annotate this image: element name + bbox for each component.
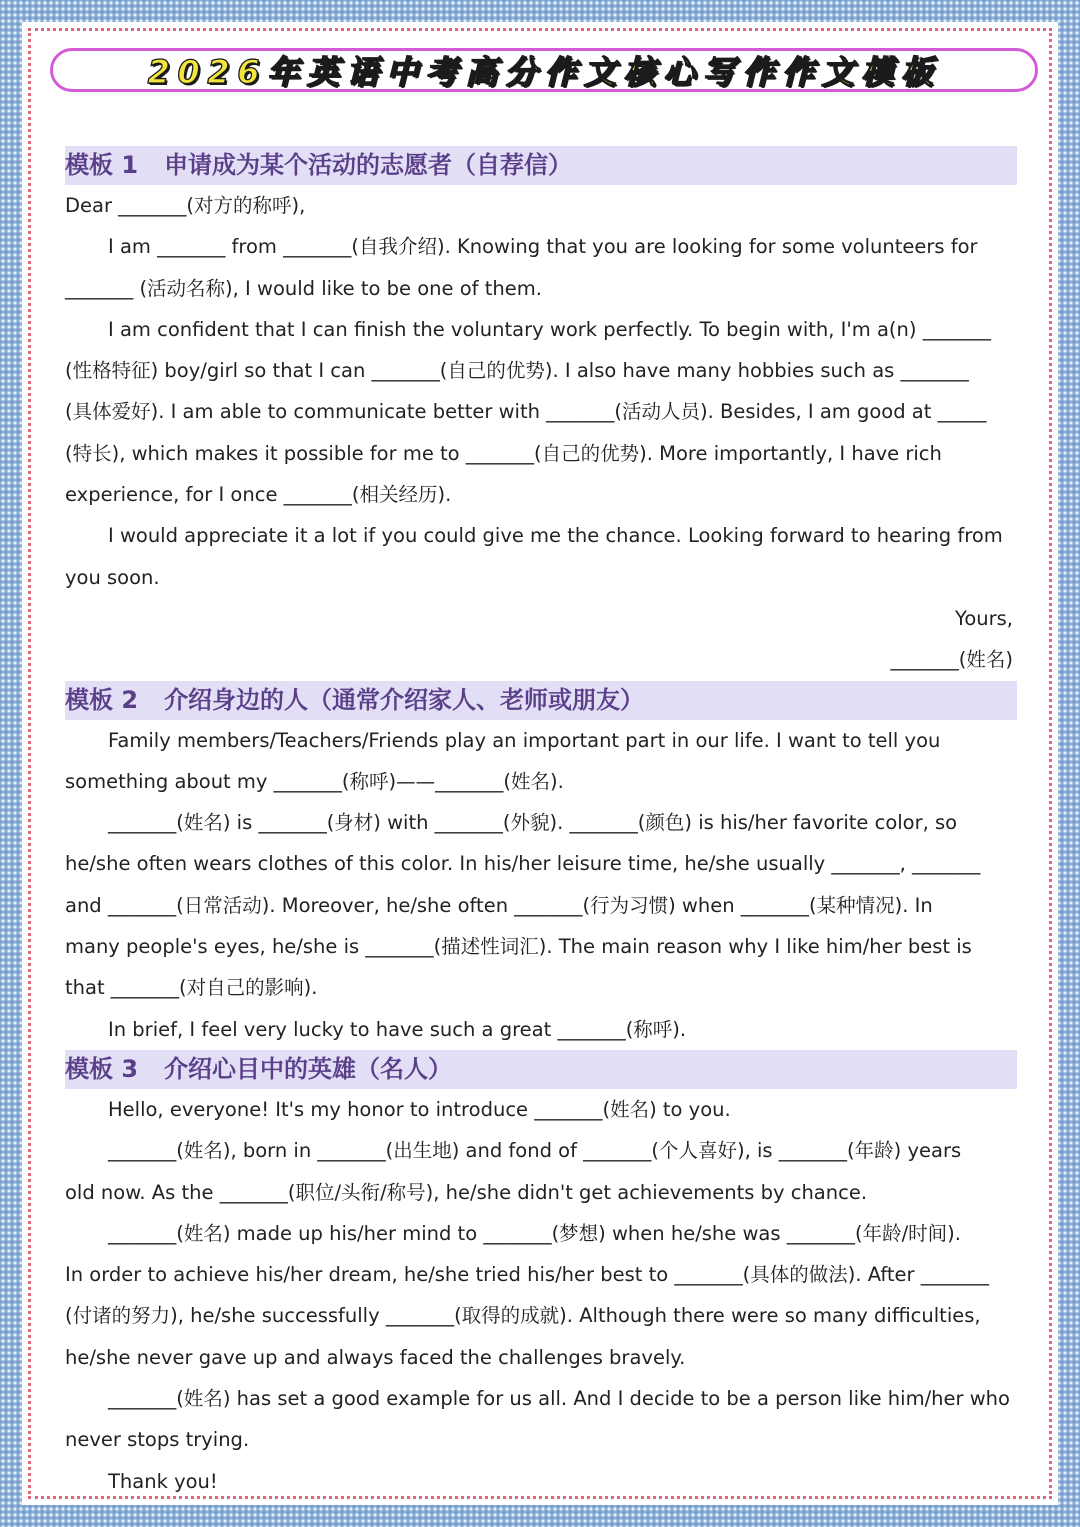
text-line: In order to achieve his/her dream, he/she tried his/her best to _______(具体的做法). After _______ [65, 1263, 990, 1287]
text-line: _______(姓名), born in _______(出生地) and fond of _______(个人喜好), is _______(年龄) years [108, 1139, 962, 1163]
text-line: (付诸的努力), he/she successfully _______(取得的成就). Although there were so many difficulties, [65, 1304, 981, 1328]
text-line: (性格特征) boy/girl so that I can _______(自己的优势). I also have many hobbies such as _______ [65, 359, 969, 383]
text-line: (具体爱好). I am able to communicate better with _______(活动人员). Besides, I am good at _____ [65, 400, 987, 424]
text-line: Family members/Teachers/Friends play an important part in our life. I want to tell you [108, 728, 941, 752]
text-line: old now. As the _______(职位/头衔/称号), he/she didn't get achievements by chance. [65, 1180, 868, 1204]
closing-line: Yours, [955, 606, 1013, 630]
text-line: I am confident that I can finish the voluntary work perfectly. To begin with, I'm a(n) _______ [108, 317, 991, 341]
text-line: _______ (活动名称), I would like to be one of them. [65, 276, 542, 300]
section-title: 介绍身边的人（通常介绍家人、老师或朋友） [164, 685, 645, 714]
section-number: 模板 3 [65, 1054, 139, 1083]
text-line: Thank you! [108, 1469, 218, 1493]
paper-sheet [22, 22, 1058, 1505]
section-title: 介绍心目中的英雄（名人） [164, 1054, 453, 1083]
text-line: _______(姓名) made up his/her mind to _______(梦想) when he/she was _______(年龄/时间). [108, 1221, 961, 1245]
text-line: I am _______ from _______(自我介绍). Knowing that you are looking for some volunteers for [108, 235, 978, 259]
text-line: that _______(对自己的影响). [65, 976, 318, 1000]
signature-line: _______(姓名) [890, 648, 1013, 672]
text-line: I would appreciate it a lot if you could give me the chance. Looking forward to hearing from [108, 524, 1003, 548]
section-3-heading [65, 1050, 1017, 1089]
section-number: 模板 1 [65, 151, 139, 179]
section-number: 模板 2 [65, 685, 139, 714]
text-line: many people's eyes, he/she is _______(描述性词汇). The main reason why I like him/her best is [65, 935, 972, 959]
text-line: something about my _______(称呼)——_______(姓名). [65, 769, 564, 793]
section-title: 申请成为某个活动的志愿者（自荐信） [164, 151, 573, 179]
text-line: Hello, everyone! It's my honor to introduce _______(姓名) to you. [108, 1097, 731, 1121]
section-1-heading [65, 146, 1017, 185]
text-line: In brief, I feel very lucky to have such a great _______(称呼). [108, 1017, 687, 1041]
text-line: experience, for I once _______(相关经历). [65, 483, 452, 507]
text-line: he/she often wears clothes of this color. In his/her leisure time, he/she usually _______, _______ [65, 852, 981, 876]
text-line: never stops trying. [65, 1428, 250, 1452]
text-line: he/she never gave up and always faced the challenges bravely. [65, 1345, 686, 1369]
text-line: Dear _______(对方的称呼), [65, 194, 306, 217]
text-line: you soon. [65, 565, 160, 589]
document-body [65, 146, 1017, 1502]
text-line: and _______(日常活动). Moreover, he/she often _______(行为习惯) when _______(某种情况). In [65, 893, 933, 917]
text-line: (特长), which makes it possible for me to _______(自己的优势). More importantly, I have rich [65, 441, 942, 465]
text-line: _______(姓名) is _______(身材) with _______(外貌). _______(颜色) is his/her favorite color, so [108, 811, 958, 835]
text-line: _______(姓名) has set a good example for us all. And I decide to be a person like him/her who [108, 1387, 1010, 1411]
page-title: 2026年英语中考高分作文核心写作作文模板 [147, 53, 941, 91]
section-2-heading [65, 681, 1017, 720]
